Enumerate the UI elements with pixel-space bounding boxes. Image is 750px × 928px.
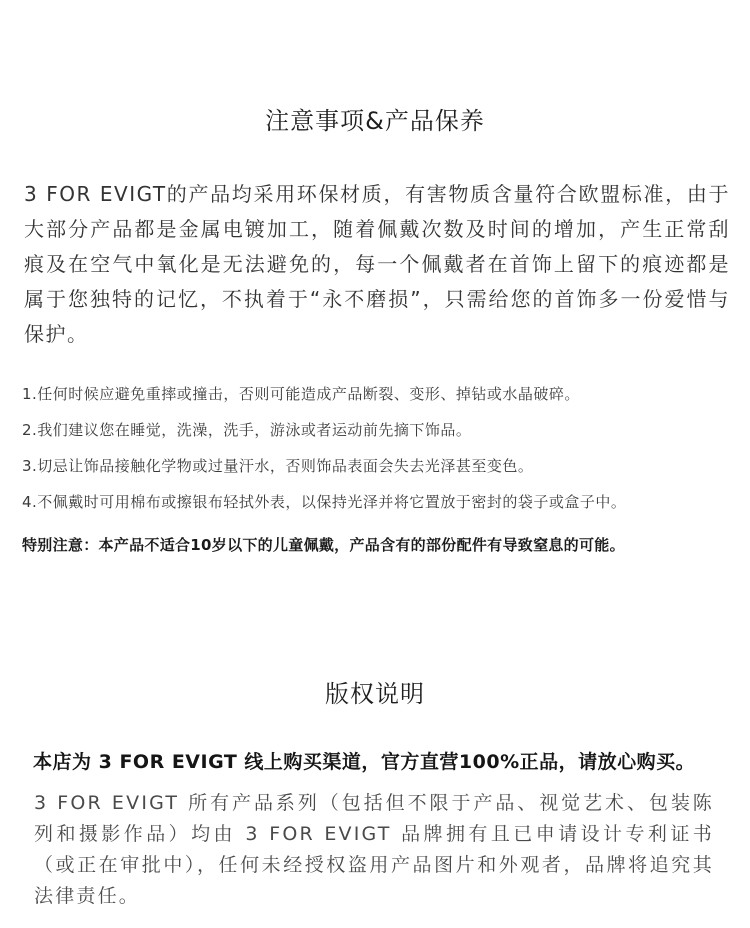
care-note-item: 2.我们建议您在睡觉，洗澡，洗手，游泳或者运动前先摘下饰品。 (22, 421, 472, 439)
store-authenticity-claim: 本店为 3 FOR EVIGT 线上购买渠道，官方直营100%正品，请放心购买。 (33, 751, 696, 773)
care-intro-paragraph: 3 FOR EVIGT的产品均采用环保材质，有害物质含量符合欧盟标准，由于大部分产品都是金属电镀加工，随着佩戴次数及时间的增加，产生正常刮痕及在空气中氧化是无法避免的，每一个佩戴者在首饰上留下的痕迹都是属于您独特的记忆，不执着于“永不磨损”，只需给您的首饰多一份爱惜与保护。 (24, 182, 730, 346)
copyright-section-title: 版权说明 (325, 680, 425, 708)
care-section-title: 注意事项&产品保养 (265, 107, 485, 135)
care-note-item: 1.任何时候应避免重摔或撞击，否则可能造成产品断裂、变形、掉钻或水晶破碎。 (22, 385, 580, 403)
care-note-item: 4.不佩戴时可用棉布或擦银布轻拭外表，以保持光泽并将它置放于密封的袋子或盒子中。 (22, 493, 627, 511)
copyright-body-paragraph: 3 FOR EVIGT 所有产品系列（包括但不限于产品、视觉艺术、包装陈列和摄影作品）均由 3 FOR EVIGT 品牌拥有且已申请设计专利证书（或正在审批中），任何未经授权盗用产品图片和外观者，品牌将追究其法律责任。 (34, 792, 714, 907)
care-note-item: 3.切忌让饰品接触化学物或过量汗水，否则饰品表面会失去光泽甚至变色。 (22, 457, 534, 475)
special-warning-note: 特别注意：本产品不适合10岁以下的儿童佩戴，产品含有的部份配件有导致窒息的可能。 (22, 536, 625, 554)
care-notes-list (22, 385, 732, 529)
